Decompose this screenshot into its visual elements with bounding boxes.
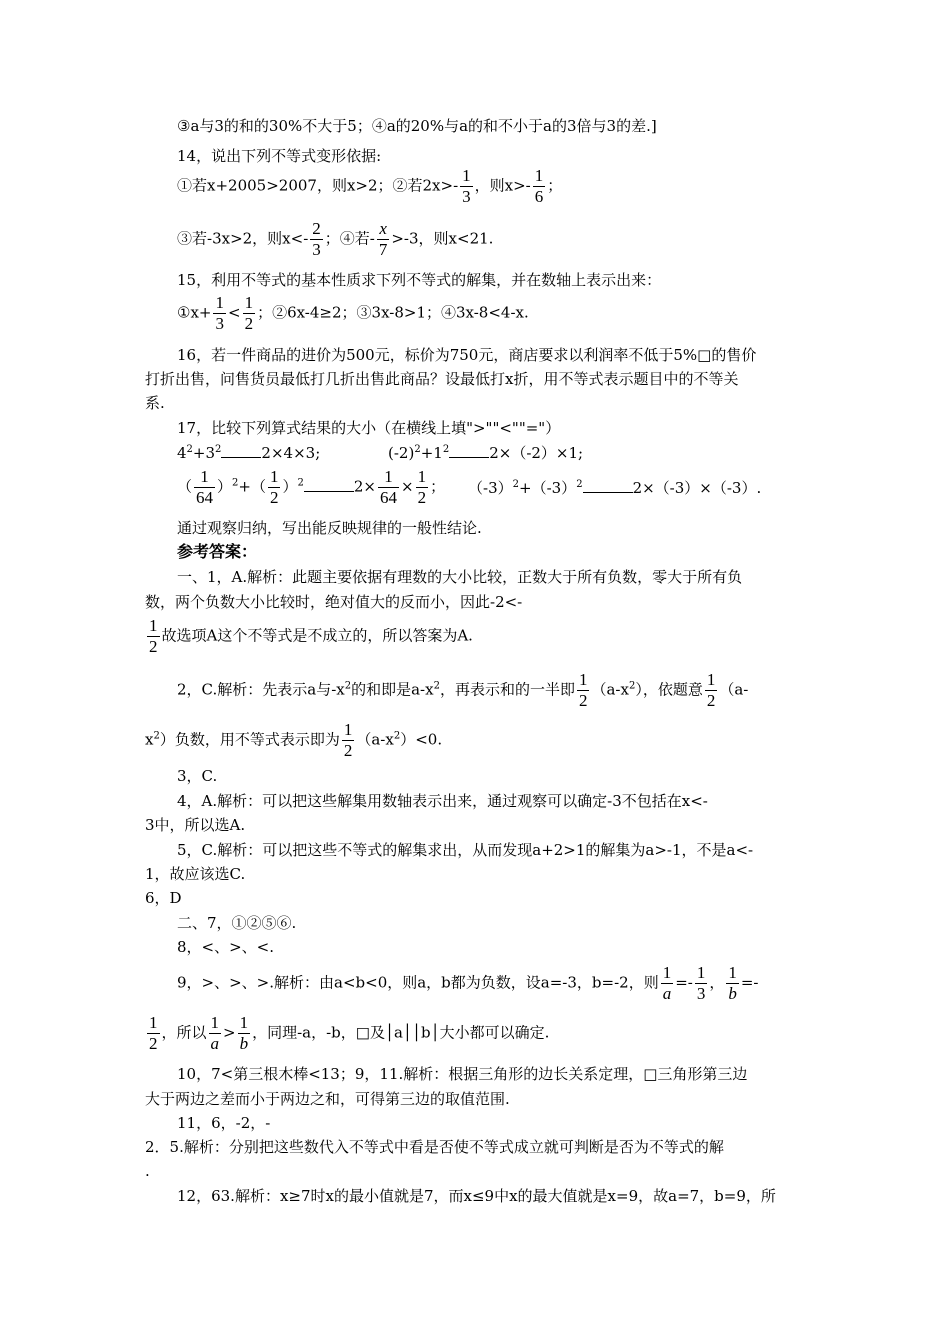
answer-12: 12，63.解析：x≥7时x的最小值就是7，而x≤9中x的最大值就是x=9，故a=7，b=9，所 — [177, 1187, 776, 1205]
answer-7: 二、7，①②⑤⑥. — [177, 914, 297, 932]
conclusion-line: 通过观察归纳，写出能反映规律的一般性结论. — [177, 519, 482, 537]
fraction: $\frac{1}{2}$ — [417, 467, 427, 507]
answer-blank[interactable] — [304, 477, 354, 492]
question-16-line-1: 16，若一件商品的进价为500元，标价为750元，商店要求以利润率不低于5%□的售价 — [177, 346, 757, 364]
answer-4-line-1: 4，A.解析：可以把这些解集用数轴表示出来，通过观察可以确定-3不包括在x<- — [177, 792, 708, 810]
question-15-line-a: ①x+ $\frac{1}{3}$ < $\frac{1}{2}$ ；②6x-4≥2；③3x-8>1；④3x-8<4-x. — [177, 293, 529, 333]
fraction: $\frac{1}{b}$ — [728, 963, 737, 1003]
question-16-line-3: 系. — [145, 394, 165, 412]
question-15: 15，利用不等式的基本性质求下列不等式的解集，并在数轴上表示出来： — [177, 271, 662, 289]
answer-1-line-1: 一、1，A.解析：此题主要依据有理数的大小比较，正数大于所有负数，零大于所有负 — [177, 568, 743, 586]
question-17-line-b: $(-2)^2+1^2$ 2×（-2）×1; — [388, 444, 584, 462]
answer-2-line-1: 2，C.解析：先表示a与$-x^2$的和即是$a-x^2$，再表示和的一半即 $\frac{1}{2}$ $(a-x^2)$，依题意 $\frac{1}{2}$ （a- — [177, 670, 749, 710]
text-line: ③a与3的和的30%不大于5；④a的20%与a的和不小于a的3倍与3的差.] — [177, 117, 657, 135]
answer-11-line-1: 11，6，-2，- — [177, 1114, 271, 1132]
fraction: $\frac{1}{2}$ — [343, 720, 353, 760]
answer-1-line-2: 数，两个负数大小比较时，绝对值大的反而小，因此-2<- — [145, 593, 523, 611]
question-14-line-b: ③若-3x>2，则x<- $\frac{2}{3}$ ；④若- $\frac{x}{7}$ >-3，则x<21. — [177, 219, 494, 259]
answer-blank[interactable] — [221, 443, 261, 458]
fraction: $\frac{1}{a}$ — [662, 963, 672, 1003]
fraction: $\frac{1}{a}$ — [210, 1013, 220, 1053]
fraction: $\frac{1}{2}$ — [149, 616, 158, 656]
answer-11-line-3: . — [145, 1162, 150, 1180]
fraction: $\frac{1}{64}$ — [196, 467, 214, 507]
fraction: $\frac{1}{2}$ — [244, 293, 254, 333]
fraction: $\frac{1}{6}$ — [534, 166, 544, 206]
answer-9-line-1: 9，>、>、>.解析：由a<b<0，则a，b都为负数，设a=-3，b=-2，则 $\frac{1}{a}$ =- $\frac{1}{3}$ ， $\frac{1}{b}$ =- — [177, 963, 759, 1003]
answer-11-line-2: 2．5.解析：分别把这些数代入不等式中看是否使不等式成立就可判断是否为不等式的解 — [145, 1138, 724, 1156]
fraction: $\frac{1}{64}$ — [380, 467, 397, 507]
fraction: $\frac{1}{2}$ — [706, 670, 716, 710]
fraction: $\frac{1}{3}$ — [462, 166, 471, 206]
fraction: $\frac{1}{3}$ — [696, 963, 706, 1003]
answers-title: 参考答案： — [177, 542, 258, 561]
fraction: $\frac{1}{2}$ — [578, 670, 588, 710]
answer-blank[interactable] — [583, 478, 633, 493]
fraction: $\frac{1}{b}$ — [239, 1013, 249, 1053]
question-17: 17，比较下列算式结果的大小（在横线上填">""<""="） — [177, 419, 561, 437]
question-16-line-2: 打折出售，问售货员最低打几折出售此商品？设最低打x折，用不等式表示题目中的不等关 — [145, 370, 739, 388]
answer-5-line-2: 1，故应该选C. — [145, 865, 246, 883]
question-14: 14，说出下列不等式变形依据: — [177, 147, 382, 165]
answer-10-line-1: 10，7<第三根木棒<13；9，11.解析：根据三角形的边长关系定理，□三角形第三边 — [177, 1065, 748, 1083]
answer-10-line-2: 大于两边之差而小于两边之和，可得第三边的取值范围. — [145, 1090, 510, 1108]
answer-9-line-2: $\frac{1}{2}$ ，所以 $\frac{1}{a}$ > $\frac{1}{b}$ ，同理-a，-b，□及│a││b│大小都可以确定. — [149, 1013, 550, 1053]
fraction: $\frac{x}{7}$ — [378, 219, 388, 259]
fraction: $\frac{1}{2}$ — [269, 467, 279, 507]
answer-2-line-2: $x^2$）负数，用不等式表示即为 $\frac{1}{2}$ $(a-x^2)<0$. — [145, 720, 443, 760]
question-17-line-d: $(-3)^2+(-3)^2$ 2×（-3）×（-3）. — [468, 479, 762, 497]
answer-3: 3，C. — [177, 767, 218, 785]
answer-1-line-3: $\frac{1}{2}$ 故选项A这个不等式是不成立的，所以答案为A. — [149, 616, 473, 656]
fraction: $\frac{1}{3}$ — [215, 293, 224, 333]
question-14-line-a: ①若x+2005>2007，则x>2；②若2x>- $\frac{1}{3}$ ，则x>- $\frac{1}{6}$ ； — [177, 166, 563, 206]
answer-6: 6，D — [145, 889, 182, 907]
fraction: $\frac{2}{3}$ — [312, 219, 321, 259]
answer-8: 8，<、>、<. — [177, 938, 275, 956]
answer-4-line-2: 3中，所以选A. — [145, 816, 246, 834]
answer-5-line-1: 5，C.解析：可以把这些不等式的解集求出，从而发现a+2>1的解集为a>-1，不是a<- — [177, 841, 754, 859]
question-17-line-c: （ $\frac{1}{64}$ ）$^2$+（ $\frac{1}{2}$ ）$^2$ 2× $\frac{1}{64}$ × $\frac{1}{2}$ ； — [177, 467, 446, 507]
answer-blank[interactable] — [449, 443, 489, 458]
fraction: $\frac{1}{2}$ — [149, 1013, 158, 1053]
question-17-line-a: $4^2+3^2$ 2×4×3; — [177, 444, 321, 462]
